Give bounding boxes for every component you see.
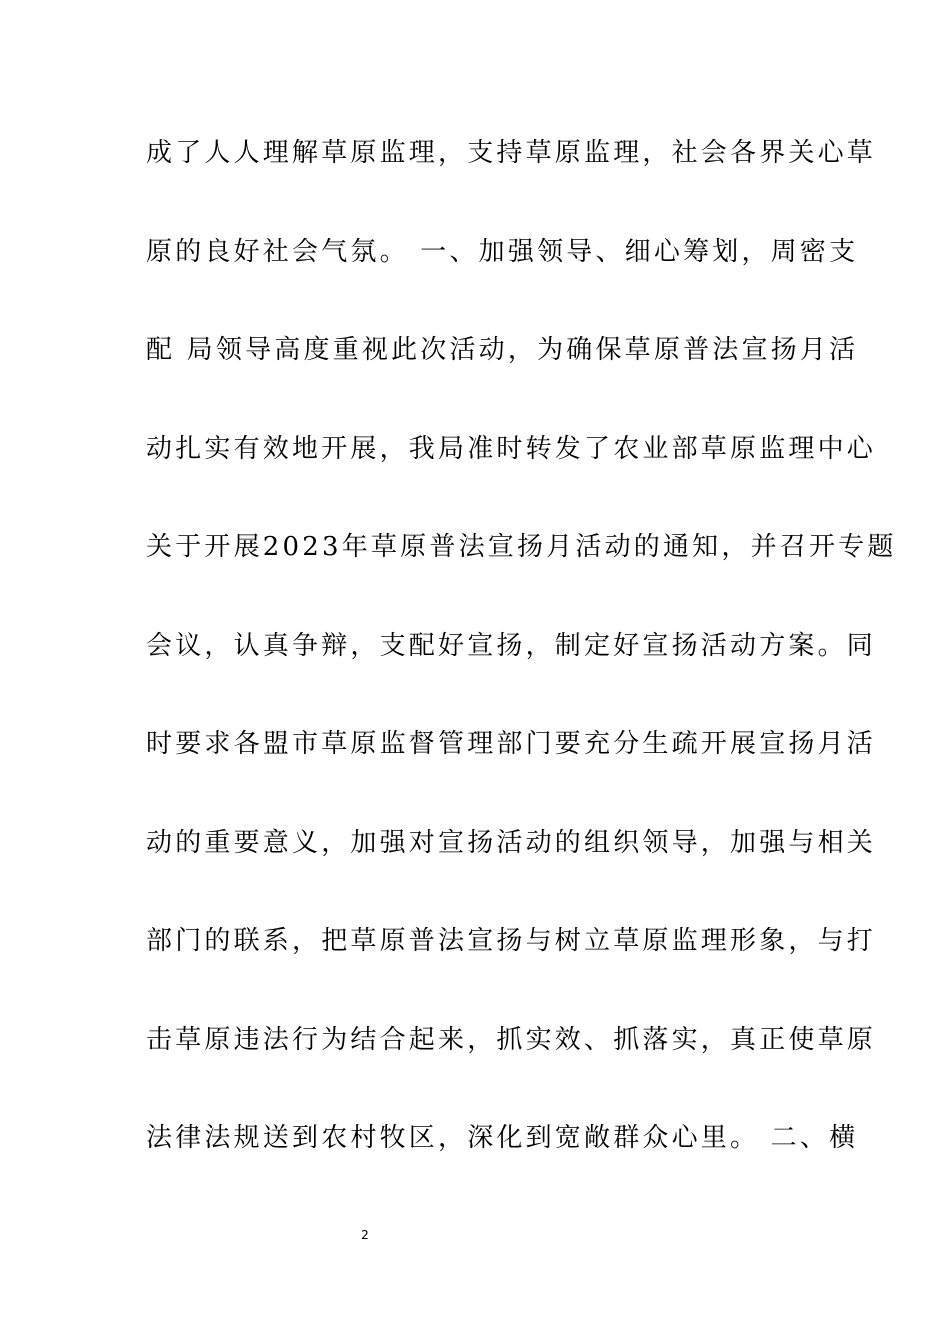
text-line: 会议，认真争辩，支配好宣扬，制定好宣扬活动方案。同 (146, 630, 877, 661)
text-line: 成了人人理解草原监理，支持草原监理，社会各界关心草 (146, 138, 877, 168)
text-line: 配 局领导高度重视此次活动，为确保草原普法宣扬月活 (146, 335, 859, 365)
text-line: 时要求各盟市草原监督管理部门要充分生疏开展宣扬月活 (146, 729, 877, 759)
text-line: 动的重要意义，加强对宣扬活动的组织领导，加强与相关 (146, 827, 877, 858)
text-line: 动扎实有效地开展，我局准时转发了农业部草原监理中心 (146, 433, 877, 464)
page-number: 2 (361, 1228, 369, 1242)
text-line: 原的良好社会气氛。 一、加强领导、细心筹划，周密支 (146, 236, 859, 267)
body-text (146, 125, 897, 1209)
text-line: 法律法规送到农村牧区，深化到宽敞群众心里。 二、横 (146, 1123, 859, 1153)
text-line: 关于开展2023年草原普法宣扬月活动的通知，并召开专题 (146, 532, 897, 562)
text-line: 击草原违法行为结合起来，抓实效、抓落实，真正使草原 (146, 1024, 877, 1055)
text-line: 部门的联系，把草原普法宣扬与树立草原监理形象，与打 (146, 926, 877, 956)
